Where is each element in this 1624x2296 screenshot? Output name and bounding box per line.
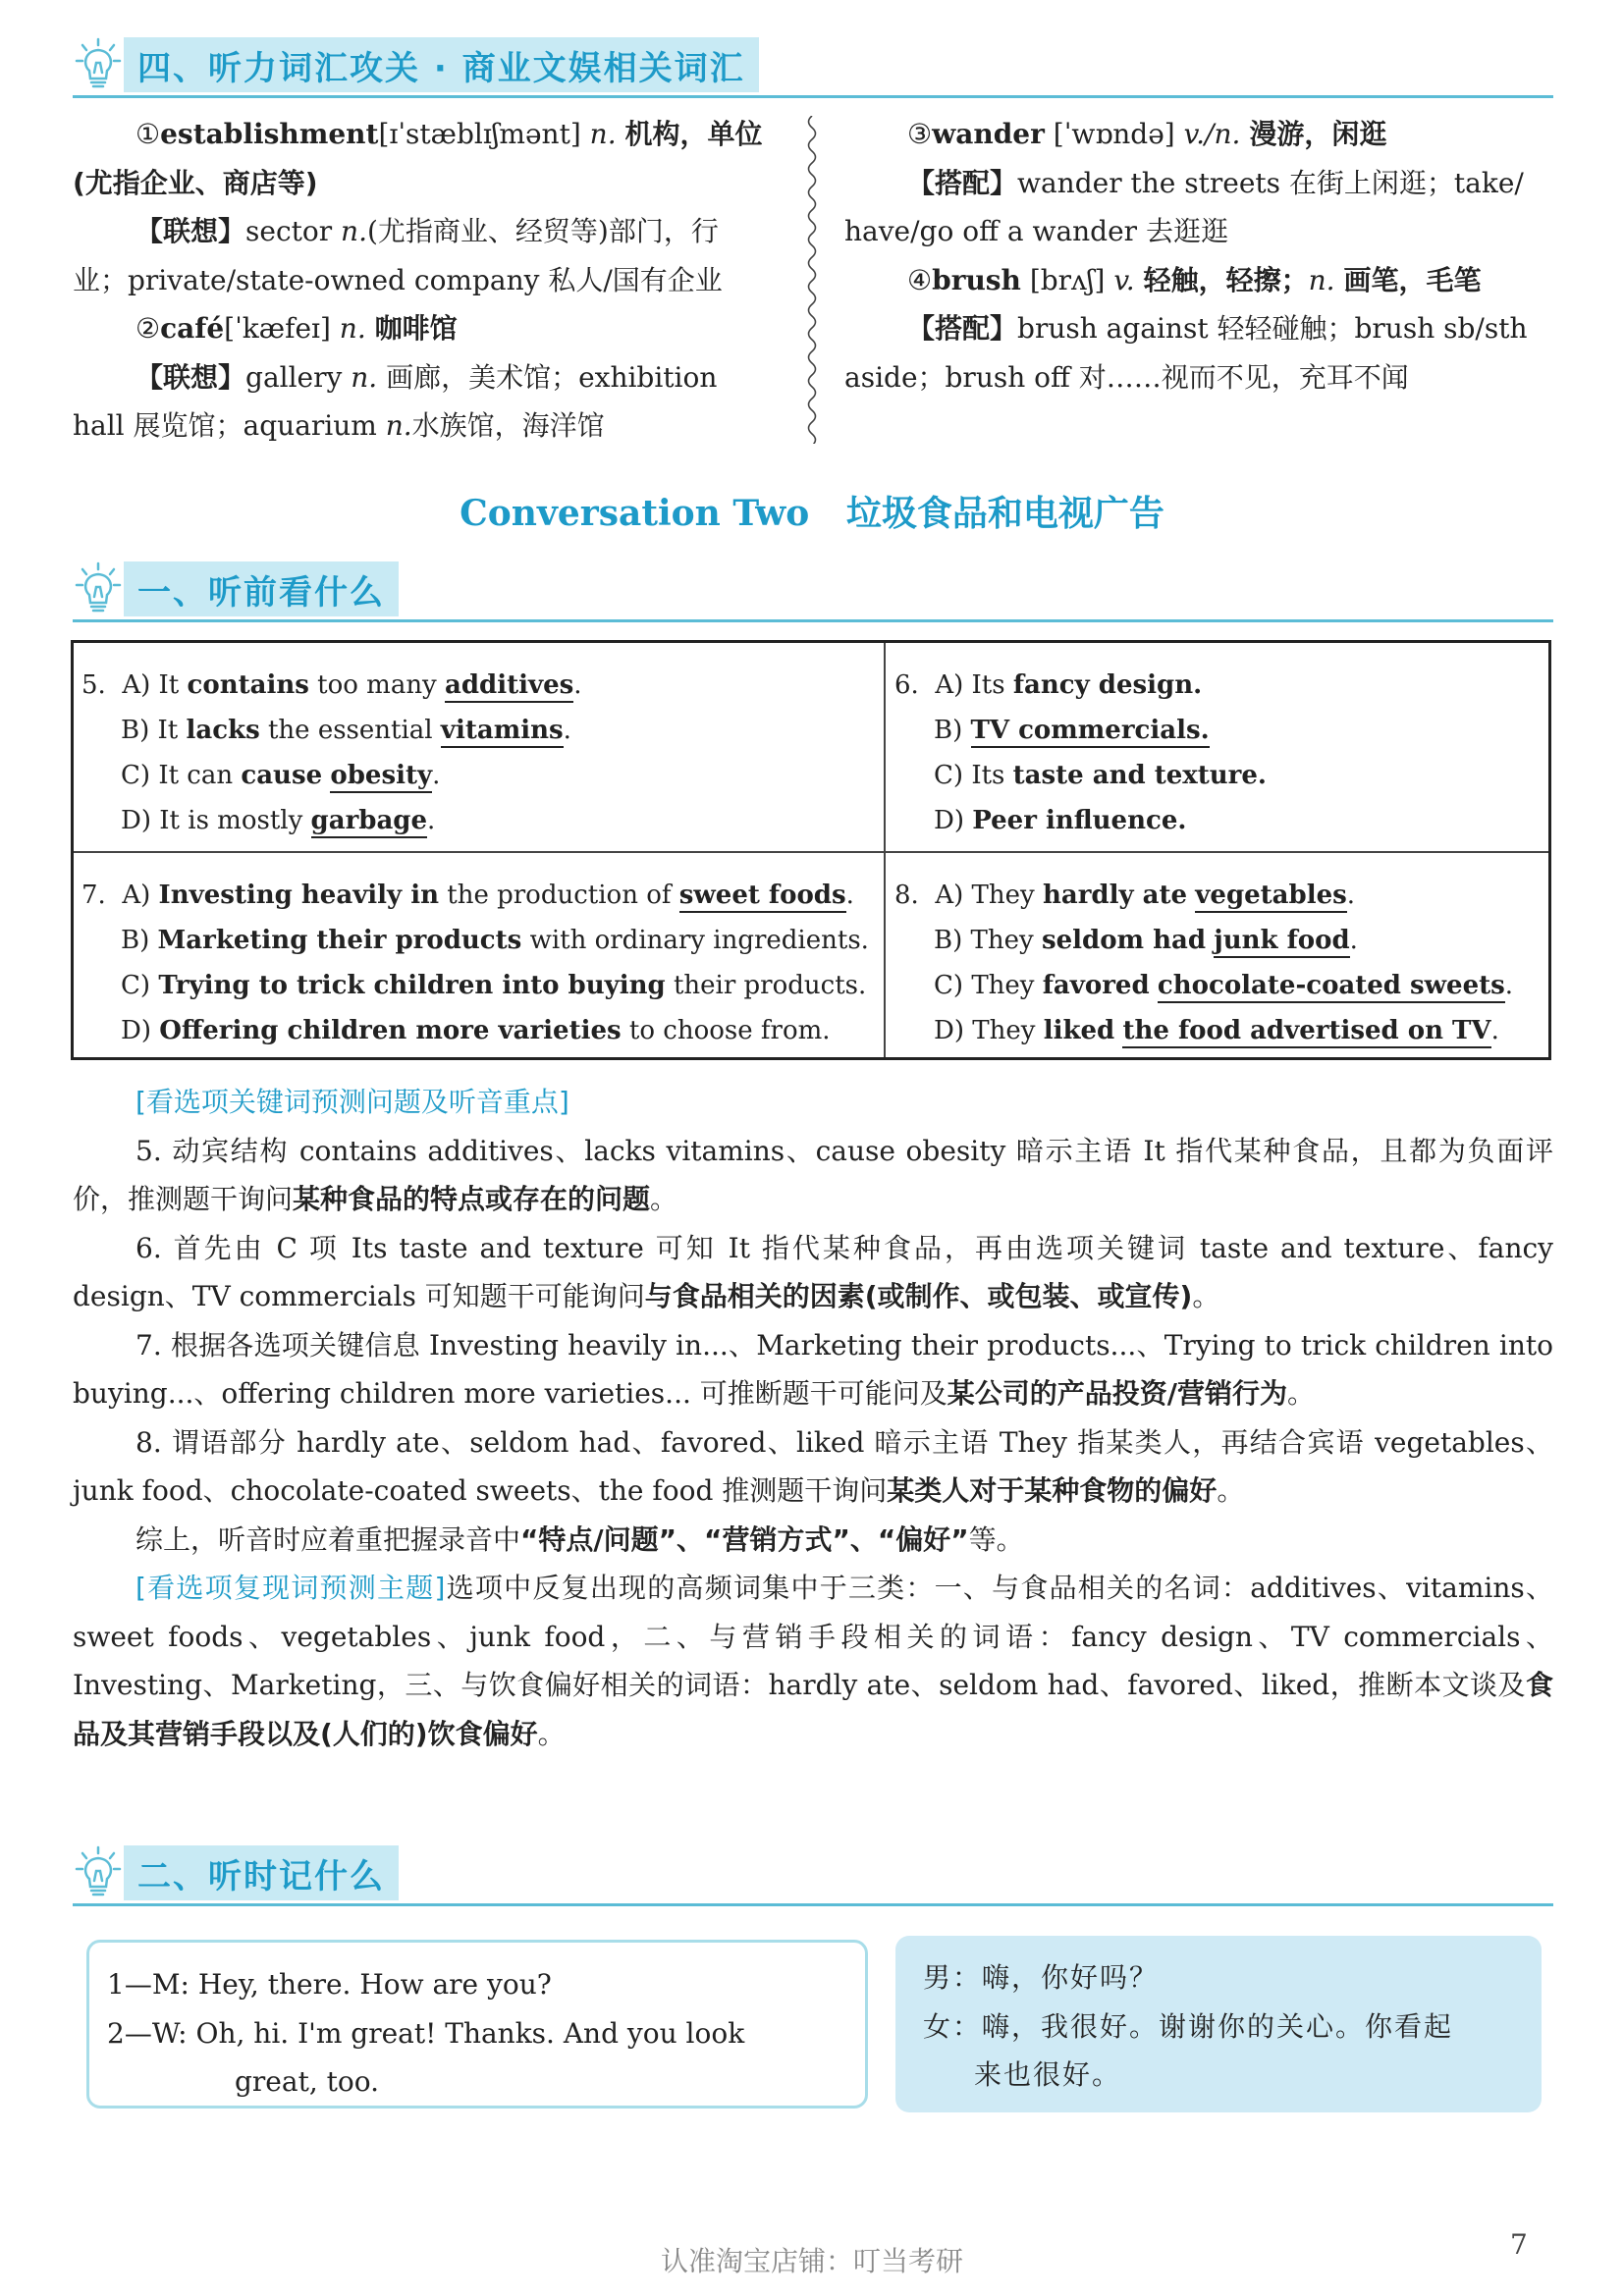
option-text: to choose from.	[628, 1016, 831, 1045]
assoc-def: 画廊，美术馆；exhibition	[386, 360, 718, 394]
analysis-key: 某种食品的特点或存在的问题	[293, 1183, 651, 1215]
option-5c	[81, 753, 867, 798]
analysis-text: 5. 动宾结构 contains additives、lacks vitamins、cause obesity 暗示主语 It 指代某种食品，且都为负面评价，推测题干询问	[73, 1134, 1553, 1215]
option-text: with ordinary ingredients.	[529, 926, 869, 955]
analysis-text: 7. 根据各选项关键信息 Investing heavily in...、Marketing their products...、Trying to trick children into buying...、offering children more varieties... 可推断题干可能问及	[73, 1328, 1553, 1410]
entry-number: ③	[907, 118, 933, 150]
option-text: It can	[158, 761, 234, 790]
part-of-speech: n.	[589, 118, 617, 150]
phonetic: [ˈwɒndə]	[1053, 118, 1175, 150]
speaker-tag: 1—M:	[107, 1968, 189, 2001]
definition: 轻触，轻擦；	[1143, 263, 1309, 296]
option-key: lacks	[186, 716, 260, 745]
analysis-text: 8. 谓语部分 hardly ate、seldom had、favored、liked 暗示主语 They 指某类人，再结合宾语 vegetables、junk food、chocolate-coated sweets、the food 推测题干询问	[73, 1425, 1553, 1507]
vocab-left-column	[73, 110, 782, 451]
page-number: 7	[1510, 2228, 1528, 2261]
option-key: additives	[445, 670, 573, 703]
colloc-text: brush against 轻轻碰触；brush sb/sth	[1017, 312, 1528, 345]
option-text: They	[972, 1016, 1036, 1045]
option-8c	[894, 963, 1543, 1008]
definition: 画笔，毛笔	[1343, 263, 1482, 296]
option-text: .	[1346, 881, 1356, 910]
option-key: seldom had	[1041, 926, 1207, 955]
option-5a	[81, 663, 867, 708]
dialogue-text: Hey, there. How are you?	[197, 1968, 552, 2001]
assoc-def: hall 展览馆；aquarium	[73, 409, 377, 442]
section-header-vocab	[73, 37, 1553, 98]
headword: establishment	[160, 118, 379, 150]
analysis-key: 与食品相关的因素(或制作、或包装、或宣传)	[644, 1280, 1193, 1312]
option-letter: B)	[121, 716, 150, 745]
assoc-2	[73, 353, 782, 402]
headword: wander	[932, 118, 1045, 150]
analysis-key: 食品及其营销手段以及(人们的)饮食偏好	[73, 1669, 1553, 1750]
colloc-3	[844, 159, 1553, 208]
analysis-theme	[73, 1564, 1553, 1758]
dialogue-text: 嗨，我很好。谢谢你的关心。你看起	[982, 2009, 1454, 2043]
option-letter: B)	[934, 926, 963, 955]
option-text: .	[845, 881, 854, 910]
analysis-q6	[73, 1224, 1553, 1321]
analysis-text: 6. 首先由 C 项 Its taste and texture 可知 It 指代某种食品，再由选项关键词 taste and texture、fancy design、TV commercials 可知题干可能询问	[73, 1231, 1553, 1312]
option-text: their products.	[673, 971, 867, 1000]
option-letter: C)	[121, 761, 151, 790]
definition: 漫游，闲逛	[1249, 118, 1387, 150]
dialogue-cn-line-2	[923, 2002, 1542, 2052]
option-6d	[894, 798, 1543, 843]
option-letter: B)	[934, 716, 963, 745]
option-key: fancy design.	[1012, 670, 1203, 700]
speaker-tag: 男：	[923, 1961, 983, 1994]
option-text: It is mostly	[159, 806, 303, 835]
option-5b	[81, 708, 867, 753]
question-number: 7.	[81, 881, 106, 910]
question-8	[894, 873, 1543, 1053]
section-title-box	[124, 1845, 399, 1900]
part-of-speech: n.	[385, 409, 412, 442]
option-letter: C)	[121, 971, 151, 1000]
option-text: They	[971, 881, 1035, 910]
option-key: the food advertised on TV	[1122, 1016, 1490, 1048]
colloc-4-cont: aside；brush off 对……视而不见，充耳不闻	[844, 360, 1409, 394]
grid-divider-vertical	[884, 643, 886, 1057]
question-7	[81, 873, 879, 1053]
option-letter: A)	[122, 881, 151, 910]
vocab-entry-1	[73, 110, 782, 159]
analysis-q7	[73, 1321, 1553, 1418]
speaker-tag: 女：	[923, 2009, 983, 2043]
analysis-key: 某公司的产品投资/营销行为	[947, 1377, 1288, 1410]
assoc-def: (尤指商业、经贸等)部门，行	[366, 215, 719, 247]
section-header-prelisten	[73, 561, 1553, 622]
section-rule	[73, 95, 1553, 98]
part-of-speech: n.	[341, 215, 367, 247]
analysis-heading-keywords: [看选项关键词预测问题及听音重点]	[135, 1086, 569, 1118]
assoc-tag: 【联想】	[135, 215, 246, 247]
analysis-text: 选项中反复出现的高频词集中于三类：一、与食品相关的名词：additives、vitamins、sweet foods、vegetables、junk food，二、与营销手段相关的词语：fancy design、TV commercials、Investing、Marketing，三、与饮食偏好相关的词语：hardly ate、seldom had、favored、liked，推断本文谈及	[73, 1572, 1553, 1701]
option-7d	[81, 1008, 879, 1053]
option-key: favored	[1042, 971, 1150, 1000]
question-grid	[71, 640, 1551, 1060]
definition: 机构，单位	[624, 118, 763, 150]
option-6a	[894, 663, 1543, 708]
option-letter: D)	[121, 806, 151, 835]
option-key: taste and texture.	[1012, 761, 1267, 790]
option-key: liked	[1043, 1016, 1115, 1045]
wavy-divider	[801, 116, 823, 444]
lightbulb-icon	[73, 35, 124, 94]
option-text: Its	[971, 761, 1005, 790]
option-text: They	[970, 926, 1034, 955]
conversation-title-cn: 垃圾食品和电视广告	[845, 494, 1164, 534]
phonetic: [ˈkæfeɪ]	[224, 312, 331, 345]
lightbulb-icon	[73, 1843, 124, 1902]
analysis-text: 。	[1192, 1280, 1220, 1312]
option-key: Offering children more varieties	[159, 1016, 622, 1045]
option-letter: A)	[935, 881, 964, 910]
analysis-key: 某类人对于某种食物的偏好	[887, 1474, 1218, 1507]
assoc-word: sector	[245, 215, 333, 247]
dialogue-text: 嗨，你好吗？	[982, 1961, 1160, 1994]
assoc-2-cont	[73, 401, 782, 451]
option-text: Its	[971, 670, 1005, 700]
analysis-key: “特点/问题”、“营销方式”、“偏好”	[520, 1522, 969, 1556]
analysis-q8	[73, 1418, 1553, 1516]
page-footer: 认准淘宝店铺：叮当考研	[660, 2245, 963, 2277]
colloc-tag: 【搭配】	[907, 312, 1018, 345]
assoc-tag: 【联想】	[135, 360, 246, 394]
option-letter: C)	[934, 971, 964, 1000]
dialogue-line-2-cont: great, too.	[235, 2065, 379, 2098]
dialogue-chinese	[895, 1936, 1542, 2112]
phonetic: [brʌʃ]	[1029, 263, 1106, 296]
dialogue-cn-line-1	[923, 1953, 1542, 2002]
lightbulb-icon	[73, 560, 124, 618]
option-letter: B)	[121, 926, 150, 955]
dialogue-cn-line-2-cont: 来也很好。	[974, 2058, 1122, 2091]
option-8b	[894, 918, 1543, 963]
option-key: Trying to trick children into buying	[158, 971, 666, 1000]
question-number: 6.	[894, 670, 919, 700]
dialogue-english	[86, 1940, 868, 2109]
colloc-4	[844, 304, 1553, 353]
option-key: garbage	[311, 806, 427, 838]
option-key: chocolate-coated sweets	[1158, 971, 1505, 1003]
option-text: the essential	[267, 716, 433, 745]
entry-number: ④	[907, 263, 933, 296]
option-key: hardly ate	[1042, 881, 1188, 910]
option-text: .	[1504, 971, 1514, 1000]
colloc-text: wander the streets 在街上闲逛；take/	[1017, 166, 1524, 199]
vocab-entry-2	[73, 304, 782, 353]
option-text: the production of	[447, 881, 672, 910]
option-text: .	[563, 716, 571, 745]
section-header-while-listen	[73, 1845, 1553, 1906]
option-text: too many	[317, 670, 437, 700]
option-letter: D)	[934, 1016, 964, 1045]
part-of-speech: n.	[339, 312, 366, 345]
analysis-q5	[73, 1127, 1553, 1224]
option-8a	[894, 873, 1543, 918]
option-8d	[894, 1008, 1543, 1053]
analysis-text: 。	[537, 1717, 566, 1750]
entry-number: ①	[135, 118, 161, 150]
colloc-tag: 【搭配】	[907, 166, 1018, 199]
option-6b	[894, 708, 1543, 753]
option-7a	[81, 873, 879, 918]
assoc-1-cont: 业；private/state-owned company 私人/国有企业	[73, 263, 723, 296]
option-text: .	[432, 761, 441, 790]
option-text: They	[971, 971, 1035, 1000]
option-letter: A)	[935, 670, 964, 700]
assoc-word: gallery	[245, 360, 343, 394]
section-title: 二、听时记什么	[137, 1856, 385, 1896]
analysis-text: 。	[1287, 1377, 1316, 1410]
option-text: .	[427, 806, 436, 835]
grid-divider-horizontal	[74, 851, 1548, 853]
section-title: 一、听前看什么	[137, 572, 385, 613]
option-key: Marketing their products	[157, 926, 522, 955]
vocab-right-column	[844, 110, 1553, 401]
analysis-heading-theme: [看选项复现词预测主题]	[135, 1572, 446, 1604]
dialogue-line-2	[107, 2009, 865, 2058]
option-text: .	[573, 670, 582, 700]
headword: café	[160, 312, 225, 345]
option-letter: D)	[934, 806, 964, 835]
option-key: Peer influence.	[972, 806, 1187, 835]
option-text: .	[1349, 926, 1358, 955]
option-letter: A)	[122, 670, 151, 700]
conversation-title	[0, 486, 1624, 536]
option-key: vitamins	[441, 716, 564, 748]
part-of-speech: n.	[351, 360, 378, 394]
question-number: 8.	[894, 881, 919, 910]
section-title-box	[124, 37, 759, 92]
section-rule	[73, 619, 1553, 622]
vocab-entry-3	[844, 110, 1553, 159]
option-text: It	[157, 716, 179, 745]
option-key: obesity	[330, 761, 432, 793]
dialogue-text: Oh, hi. I'm great! Thanks. And you look	[195, 2016, 745, 2050]
option-6c	[894, 753, 1543, 798]
definition-note: (尤指企业、商店等)	[73, 166, 318, 199]
option-key: Investing heavily in	[158, 881, 439, 910]
option-key: vegetables	[1195, 881, 1346, 913]
headword: brush	[932, 263, 1021, 296]
part-of-speech: n.	[1308, 263, 1335, 296]
analysis-block	[73, 1078, 1553, 1758]
question-6	[894, 663, 1543, 843]
question-number: 5.	[81, 670, 106, 700]
analysis-text: 。	[650, 1183, 678, 1215]
phonetic: [ɪˈstæblɪʃmənt]	[378, 118, 581, 150]
analysis-text: 等。	[968, 1522, 1024, 1556]
analysis-summary	[73, 1516, 1553, 1565]
analysis-text: 综上，听音时应着重把握录音中	[135, 1522, 521, 1556]
analysis-text: 。	[1217, 1474, 1245, 1507]
dialogue-line-1	[107, 1960, 865, 2009]
colloc-3-cont: have/go off a wander 去逛逛	[844, 215, 1228, 247]
option-letter: D)	[121, 1016, 151, 1045]
option-text: .	[1490, 1016, 1499, 1045]
definition: 咖啡馆	[374, 312, 458, 345]
vocab-entry-4	[844, 256, 1553, 305]
assoc-def: 水族馆，海洋馆	[411, 409, 605, 442]
option-text: It	[158, 670, 180, 700]
option-letter: C)	[934, 761, 964, 790]
part-of-speech: v./n.	[1183, 118, 1241, 150]
option-key: junk food	[1214, 926, 1349, 958]
question-5	[81, 663, 867, 843]
option-7c	[81, 963, 879, 1008]
option-key: sweet foods	[679, 881, 846, 913]
conversation-title-en: Conversation Two	[460, 493, 810, 534]
entry-number: ②	[135, 312, 161, 345]
option-5d	[81, 798, 867, 843]
part-of-speech: v.	[1113, 263, 1135, 296]
option-key: cause	[241, 761, 323, 790]
speaker-tag: 2—W:	[107, 2016, 188, 2050]
option-key: contains	[187, 670, 309, 700]
assoc-1	[73, 207, 782, 256]
section-rule	[73, 1903, 1553, 1906]
option-7b	[81, 918, 879, 963]
option-key: TV commercials.	[971, 716, 1210, 748]
section-title-box	[124, 561, 399, 616]
section-title: 四、听力词汇攻关 · 商业文娱相关词汇	[137, 48, 745, 88]
